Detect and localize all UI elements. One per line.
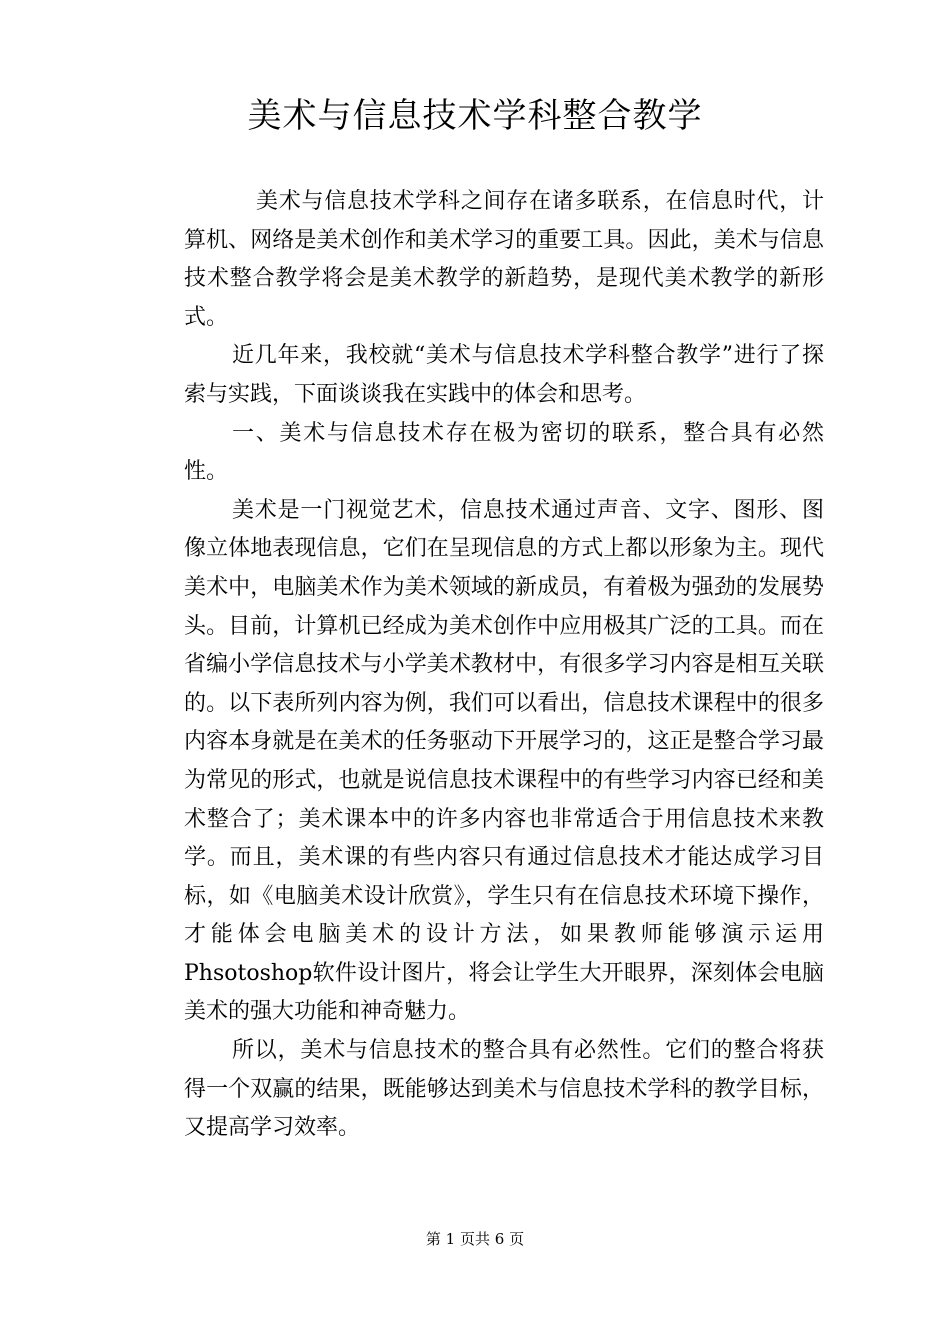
paragraph-visual-art: 美术是一门视觉艺术，信息技术通过声音、文字、图形、图像立体地表现信息，它们在呈现信息的方式上都以形象为主。现代美术中，电脑美术作为美术领域的新成员，有着极为强劲的发展势头。目前，计算机已经成为美术创作中应用极其广泛的工具。而在省编小学信息技术与小学美术教材中，有很多学习内容是相互关联的。以下表所列内容为例，我们可以看出，信息技术课程中的很多内容本身就是在美术的任务驱动下开展学习的，这正是整合学习最为常见的形式，也就是说信息技术课程中的有些学习内容已经和美术整合了；美术课本中的许多内容也非常适合于用信息技术来教学。而且，美术课的有些内容只有通过信息技术才能达成学习目标，如《电脑美术设计欣赏》，学生只有在信息技术环境下操作，才能体会电脑美术的设计方法，如果教师能够演示运用Phsotoshop软件设计图片，将会让学生大开眼界，深刻体会电脑美术的强大功能和神奇魅力。 xyxy=(184,497,824,1025)
paragraph-intro: 美术与信息技术学科之间存在诸多联系，在信息时代，计算机、网络是美术创作和美术学习的重要工具。因此，美术与信息技术整合教学将会是美术教学的新趋势，是现代美术教学的新形式。 xyxy=(184,189,824,330)
section-heading-one: 一、美术与信息技术存在极为密切的联系，整合具有必然性。 xyxy=(184,420,824,485)
page-number-footer: 第 1 页共 6 页 xyxy=(425,1230,525,1248)
document-body xyxy=(184,183,824,1148)
document-title: 美术与信息技术学科整合教学 xyxy=(247,96,703,136)
paragraph-conclusion: 所以，美术与信息技术的整合具有必然性。它们的整合将获得一个双赢的结果，既能够达到美术与信息技术学科的教学目标，又提高学习效率。 xyxy=(184,1038,824,1141)
paragraph-practice: 近几年来，我校就“美术与信息技术学科整合教学”进行了探索与实践，下面谈谈我在实践中的体会和思考。 xyxy=(184,343,824,407)
